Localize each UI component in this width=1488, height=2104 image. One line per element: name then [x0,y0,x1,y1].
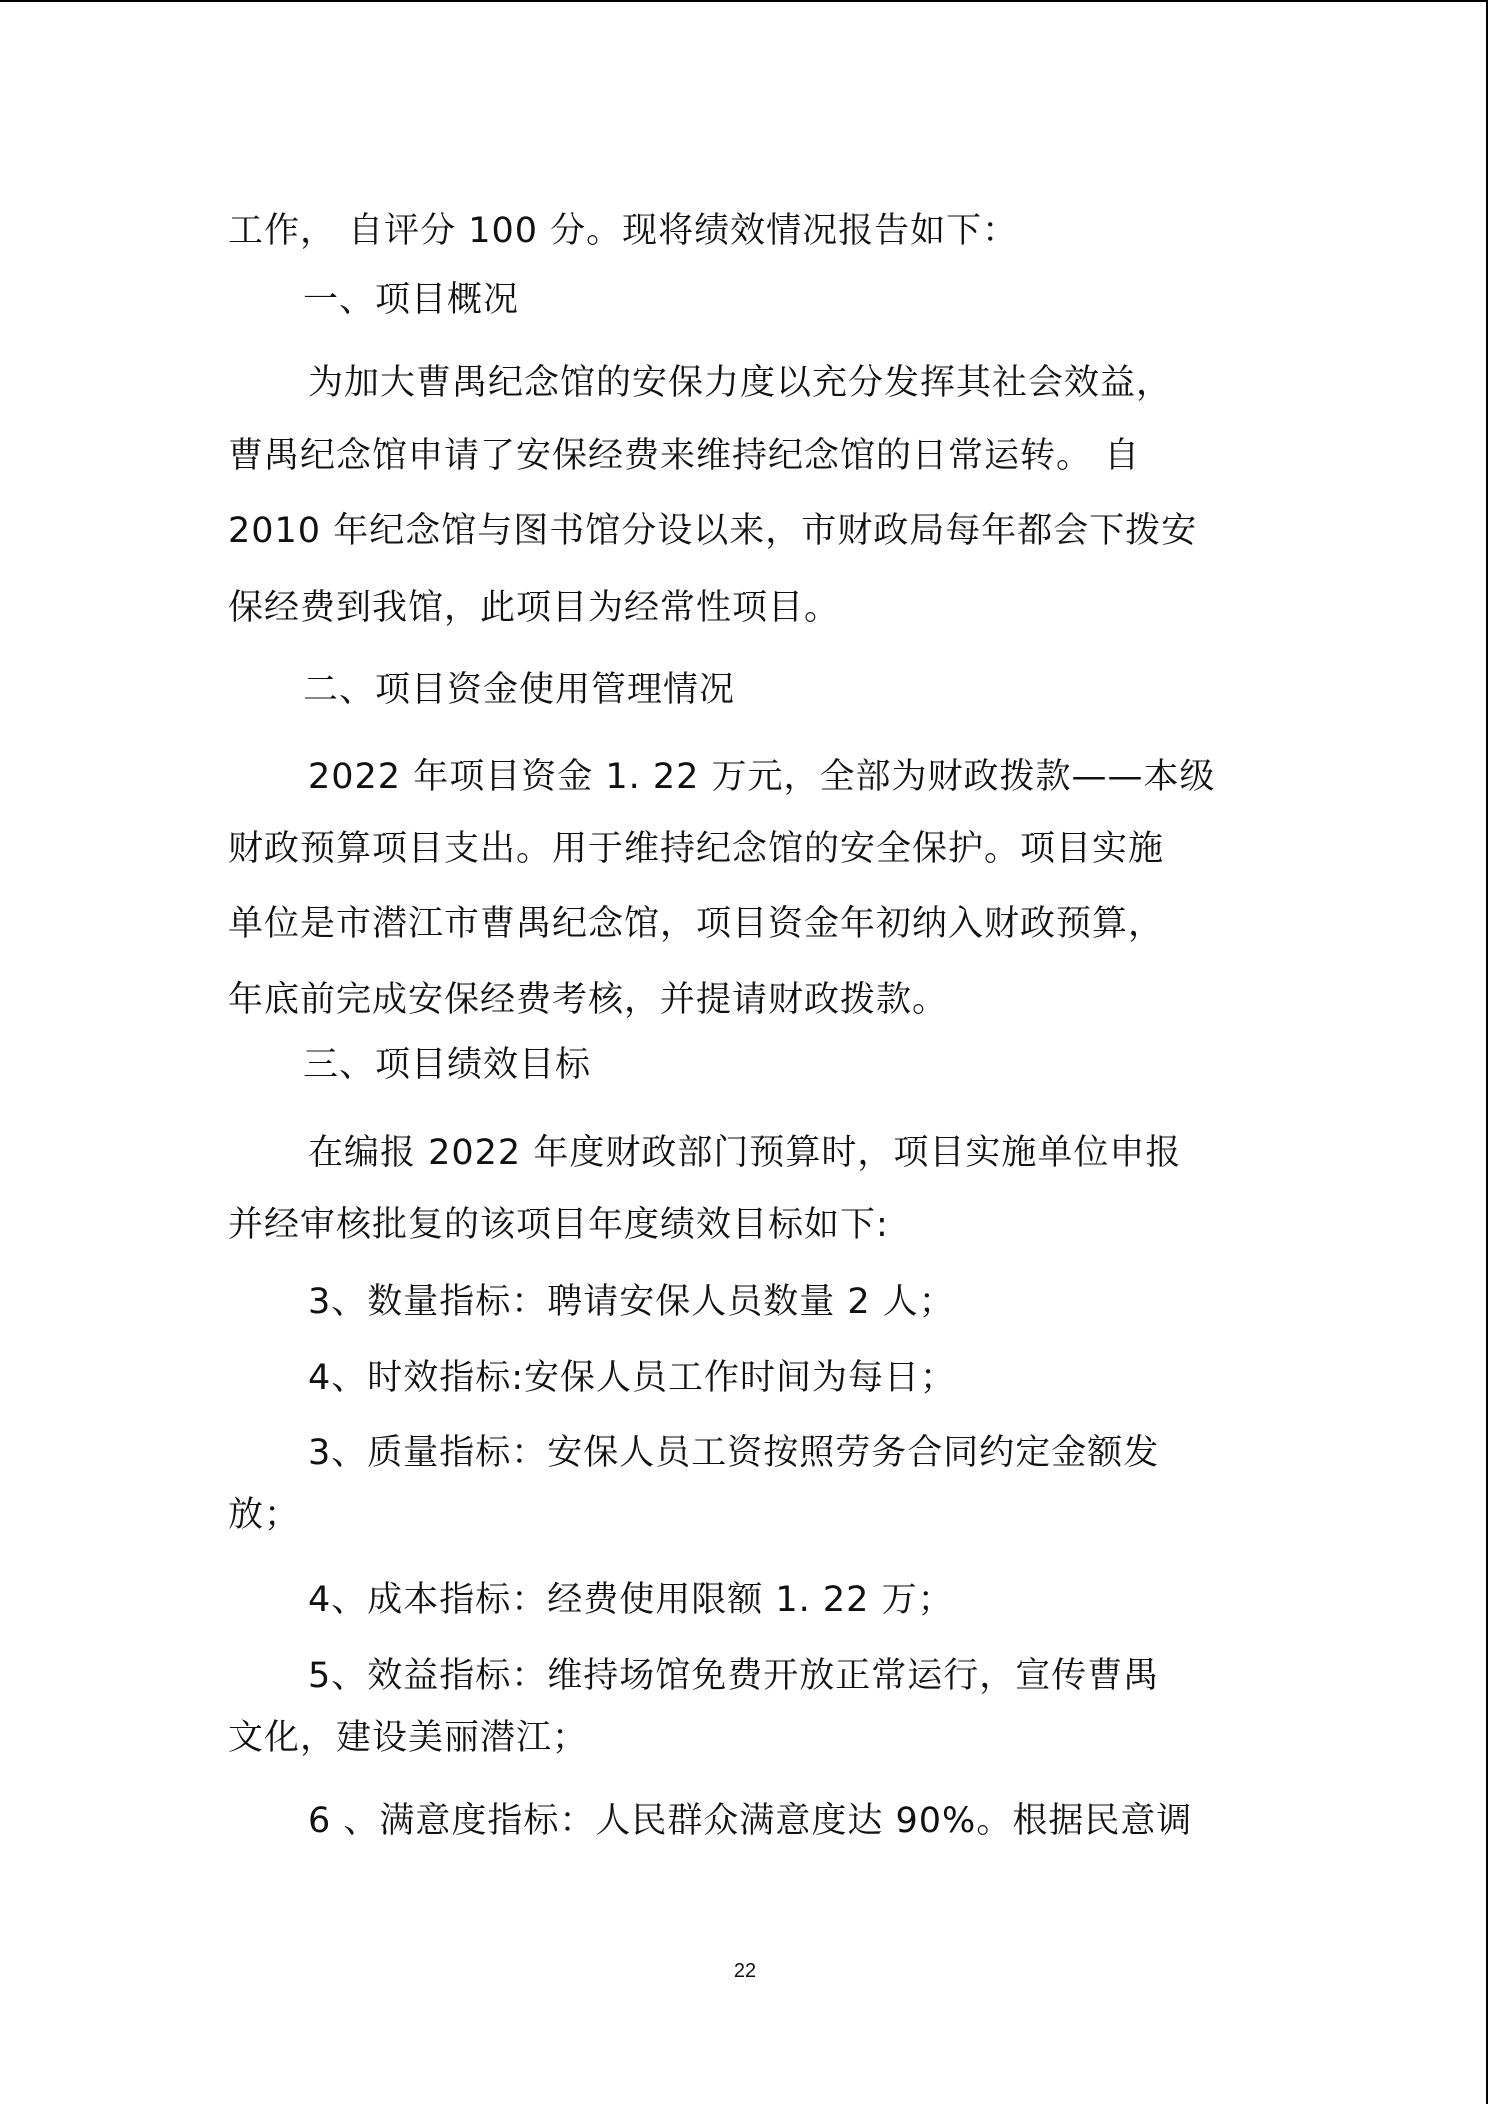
indicator-item: 3、数量指标：聘请安保人员数量 2 人； [308,1282,955,1322]
indicator-item: 6 、满意度指标：人民群众满意度达 90%。根据民意调 [308,1801,1193,1841]
indicator-item: 4、成本指标：经费使用限额 1. 22 万； [308,1580,954,1620]
page-number: 22 [733,1960,757,1982]
body-text-line: 单位是市潜江市曹禺纪念馆，项目资金年初纳入财政预算， [228,904,1165,944]
body-text-line: 文化，建设美丽潜江； [228,1718,589,1758]
body-text-line: 保经费到我馆，此项目为经常性项目。 [228,588,841,628]
body-text-line: 工作， 自评分 100 分。现将绩效情况报告如下： [228,211,1019,251]
body-text-line: 放； [228,1495,301,1535]
body-text-line: 2022 年项目资金 1. 22 万元，全部为财政拨款——本级 [308,757,1216,797]
body-text-line: 财政预算项目支出。用于维持纪念馆的安全保护。项目实施 [228,829,1165,869]
section-heading-goals: 三、项目绩效目标 [303,1045,592,1085]
indicator-item: 3、质量指标：安保人员工资按照劳务合同约定金额发 [308,1433,1160,1473]
indicator-item: 5、效益指标：维持场馆免费开放正常运行，宣传曹禺 [308,1656,1160,1696]
section-heading-overview: 一、项目概况 [303,280,520,320]
section-heading-funds: 二、项目资金使用管理情况 [303,670,736,710]
body-text-line: 曹禺纪念馆申请了安保经费来维持纪念馆的日常运转。 自 [228,436,1141,476]
body-text-line: 2010 年纪念馆与图书馆分设以来，市财政局每年都会下拨安 [228,511,1198,551]
indicator-item: 4、时效指标:安保人员工作时间为每日； [308,1358,957,1398]
body-text-line: 并经审核批复的该项目年度绩效目标如下: [228,1205,889,1245]
body-text-line: 为加大曹禺纪念馆的安保力度以充分发挥其社会效益， [308,363,1173,403]
body-text-line: 年底前完成安保经费考核，并提请财政拨款。 [228,980,949,1020]
body-text-line: 在编报 2022 年度财政部门预算时，项目实施单位申报 [308,1133,1182,1173]
